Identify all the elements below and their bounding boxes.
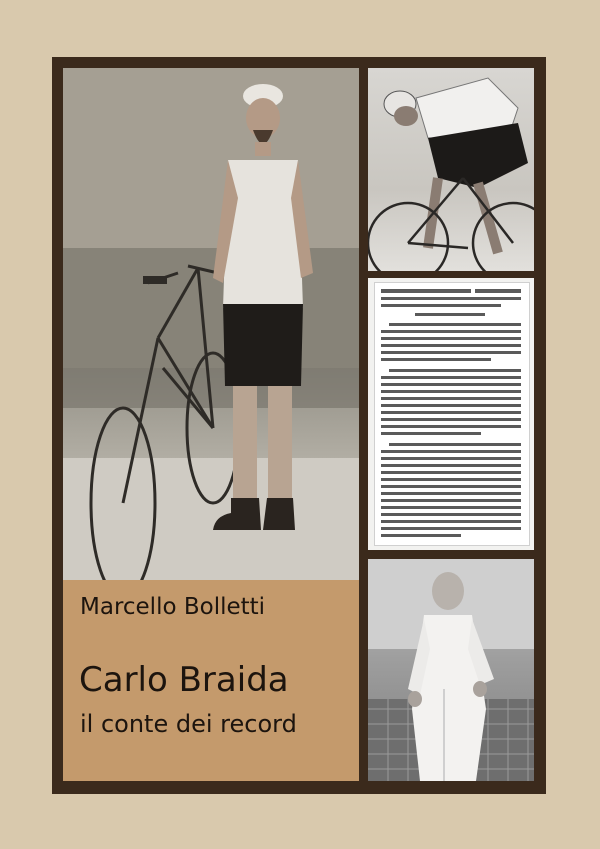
top-right-photo-riding xyxy=(368,68,534,271)
title-panel xyxy=(63,580,359,781)
main-photo-cyclist xyxy=(63,68,359,580)
newspaper-clipping xyxy=(368,278,534,550)
bottom-right-photo-elderly-man xyxy=(368,559,534,781)
book-title: Carlo Braida xyxy=(79,660,289,700)
author-name: Marcello Bolletti xyxy=(80,594,266,620)
book-subtitle: il conte dei record xyxy=(80,710,297,738)
clipping-paper xyxy=(374,282,530,546)
